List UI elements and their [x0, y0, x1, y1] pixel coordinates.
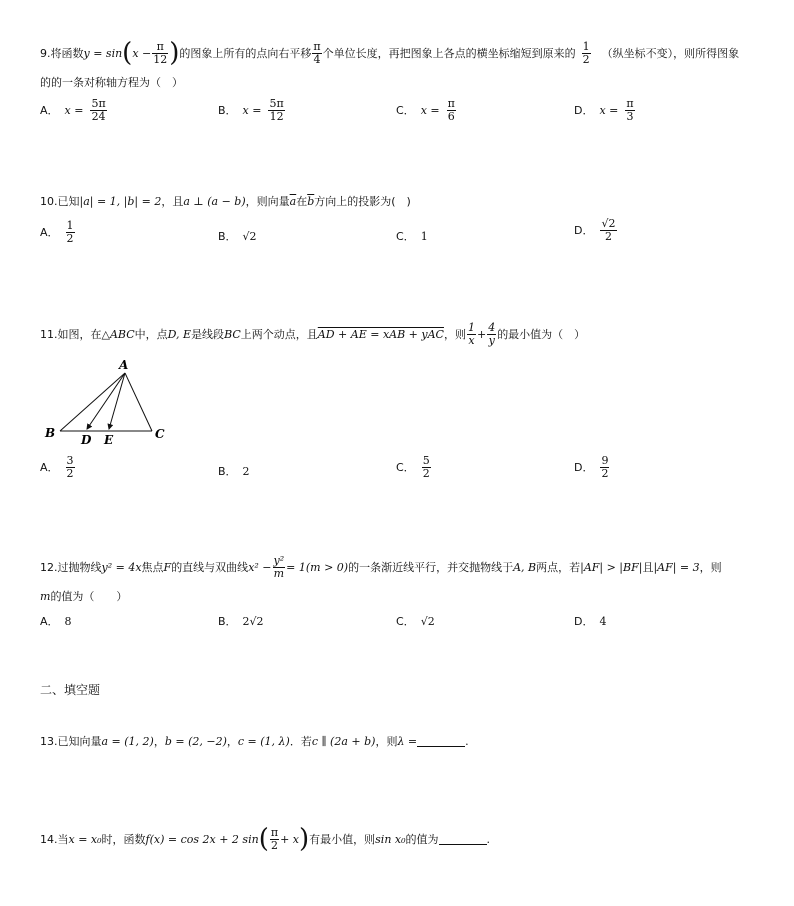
q9-option-a[interactable]	[40, 98, 108, 122]
frac-num: 3	[66, 454, 74, 467]
q12-m: m	[40, 590, 51, 603]
q10-option-c[interactable]	[396, 228, 428, 244]
q9-frac-shift	[312, 41, 321, 65]
q12-parabola: y² = 4x	[101, 560, 142, 574]
q11-plus: +	[476, 327, 487, 341]
frac-den: 12	[269, 109, 284, 123]
q12-option-a[interactable]	[40, 613, 72, 629]
q14-paren-right: )	[299, 824, 310, 854]
q13-line	[40, 736, 469, 747]
frac-num: 5π	[91, 97, 106, 110]
q9-frac-num: π	[152, 41, 168, 54]
frac-den: 3	[626, 109, 634, 123]
frac-num: 1	[467, 321, 475, 334]
q12-focus: F	[163, 560, 172, 574]
option-value: √2	[242, 229, 257, 243]
label-d: D	[81, 433, 92, 447]
q11-triangle: △ABC	[101, 327, 135, 341]
q9-text-3: 个单位长度，再把图象上各点的横坐标缩短到原来的	[322, 46, 576, 60]
q10-cond-1: |a| = 1, |b| = 2	[79, 195, 162, 208]
frac-num: π	[626, 97, 634, 110]
option-frac	[66, 220, 75, 244]
q9-paren-left: (	[122, 38, 133, 68]
q12-text-1: 过抛物线	[57, 560, 102, 574]
q14-period: .	[486, 832, 491, 846]
option-value: 4	[599, 614, 607, 628]
option-value: 2	[242, 464, 250, 478]
q14-frac-pi2	[270, 827, 279, 851]
q11-number: 11.	[40, 327, 58, 341]
frac-num: 4	[488, 321, 496, 334]
q9-inner-x: x −	[132, 46, 152, 60]
q14-function: f(x) = cos 2x + 2 sin	[145, 832, 259, 846]
frac-den: 2	[601, 466, 609, 480]
option-lhs: x =	[420, 103, 440, 117]
frac-den: y	[488, 333, 495, 347]
option-label: D．	[574, 224, 594, 238]
q14-inner-plus: + x	[280, 832, 299, 846]
option-label: B．	[218, 615, 237, 628]
option-label: D．	[574, 461, 594, 475]
frac-den: x	[468, 333, 475, 347]
option-frac	[422, 455, 431, 479]
q10-cond-2: a ⊥ (a − b)	[183, 195, 246, 208]
vector-ad	[87, 373, 125, 429]
label-c: C	[155, 427, 165, 441]
option-label: A．	[40, 615, 59, 628]
q12-option-b[interactable]	[218, 613, 264, 629]
q9-half-den: 2	[582, 52, 590, 66]
segment-ab	[60, 373, 125, 431]
q9-frac-den: 12	[153, 52, 168, 66]
vector-ae	[109, 373, 125, 429]
q9-frac-half	[582, 41, 591, 65]
q10-line1	[40, 196, 411, 207]
q12-condition-1: |AF| > |BF|	[580, 560, 643, 574]
option-label: C．	[396, 461, 415, 475]
q9-line2: 的的一条对称轴方程为（ ）	[40, 76, 183, 89]
q13-comma-2: ，	[226, 735, 238, 748]
q12-option-c[interactable]	[396, 613, 435, 629]
option-frac	[66, 455, 75, 479]
option-lhs: x =	[599, 103, 619, 117]
option-value: 2√2	[242, 614, 264, 628]
q12-hyperbola-b: = 1(m > 0)	[286, 560, 349, 574]
q10-text-4: 在	[296, 195, 308, 208]
q13-vector-b: b = (2, −2)	[164, 735, 227, 748]
q13-period: .	[465, 735, 469, 748]
q10-text-2: ，且	[161, 195, 184, 208]
q10-option-b[interactable]	[218, 228, 257, 244]
q11-option-c[interactable]	[396, 455, 432, 479]
q9-shift-num: π	[313, 39, 321, 53]
q11-line1	[40, 322, 585, 346]
label-e: E	[104, 433, 114, 447]
q12-line1	[40, 555, 722, 579]
q10-text-5: 方向上的投影为( )	[314, 195, 411, 208]
option-value: 1	[420, 229, 428, 243]
q14-text-1: 当	[57, 832, 69, 846]
option-label: A．	[40, 104, 59, 118]
option-frac	[447, 98, 456, 122]
option-frac	[600, 218, 616, 242]
q11-text-1: 如图，在	[57, 327, 102, 341]
q12-points: A, B	[513, 560, 537, 574]
q13-vector-c: c = (1, λ)	[237, 735, 290, 748]
option-label: B．	[218, 104, 237, 118]
q11-frac-4y	[487, 322, 496, 346]
q12-text-4: 的一条渐近线平行，并交抛物线于	[348, 560, 514, 574]
option-label: B．	[218, 465, 237, 478]
frac-den: 24	[91, 109, 106, 123]
q12-line2	[40, 591, 127, 602]
q9-option-c[interactable]	[396, 98, 457, 122]
q9-option-d[interactable]	[574, 98, 636, 122]
option-label: A．	[40, 461, 59, 475]
q12-hyperbola-frac	[273, 555, 286, 579]
frac-den: 2	[604, 229, 612, 243]
q9-func: y = sin	[83, 46, 123, 60]
q14-text-4: 的值为	[405, 832, 439, 846]
q9-text-4: （纵坐标不变），则所得图象	[601, 46, 740, 60]
option-value: √2	[420, 614, 435, 628]
q12-number: 12.	[40, 560, 58, 574]
option-frac	[268, 98, 284, 122]
q13-text-3: ，则	[375, 735, 398, 748]
option-label: C．	[396, 230, 415, 243]
q13-number: 13.	[40, 735, 58, 748]
q9-shift-den: 4	[313, 52, 321, 66]
q14-x-condition: x = x₀	[68, 832, 102, 846]
q13-vector-a: a = (1, 2)	[101, 735, 154, 748]
segment-ac	[125, 373, 152, 431]
q13-text-2: ．若	[289, 735, 312, 748]
q9-frac-pi12	[152, 41, 168, 65]
frac-den: 2	[66, 466, 74, 480]
q12-text-3: 的直线与双曲线	[171, 560, 249, 574]
q13-text-1: 已知向量	[57, 735, 102, 748]
frac-num: π	[270, 825, 279, 839]
q9-option-b[interactable]	[218, 98, 286, 122]
frac-den: 2	[66, 231, 74, 245]
q9-text-1: 将函数	[50, 46, 84, 60]
q10-text-3: ，则向量	[245, 195, 290, 208]
q10-vector-a: $\overline{a}$	[289, 195, 297, 208]
q14-number: 14.	[40, 832, 58, 846]
q12-text-7: ，则	[699, 560, 722, 574]
q9-number: 9.	[40, 46, 51, 60]
option-frac	[625, 98, 634, 122]
q11-segment: BC	[224, 327, 241, 341]
q10-option-d[interactable]	[574, 218, 618, 242]
q12-option-d[interactable]	[574, 613, 606, 629]
q14-text-2: 时，函数	[101, 832, 146, 846]
q13-condition: c ∥ (2a + b)	[311, 735, 376, 748]
q14-text-3: 有最小值，则	[309, 832, 376, 846]
option-label: C．	[396, 104, 415, 118]
option-label: C．	[396, 615, 415, 628]
frac-num: 5π	[269, 97, 284, 110]
q12-line2-text: 的值为（ ）	[50, 590, 128, 603]
q11-text-2: 中，点	[134, 327, 168, 341]
frac-num: √2	[601, 217, 616, 230]
q11-frac-1x	[467, 322, 476, 346]
option-lhs: x =	[64, 103, 84, 117]
frac-num: 5	[422, 454, 430, 467]
q13-answer-blank[interactable]	[417, 736, 465, 747]
q13-lambda: λ =	[397, 735, 418, 748]
q11-option-a[interactable]	[40, 455, 76, 479]
label-a: A	[119, 358, 129, 372]
option-lhs: x =	[242, 103, 262, 117]
q9-text-2: 的图象上所有的点向右平移	[179, 46, 312, 60]
option-value: 8	[64, 614, 72, 628]
q14-sinx0: sin x₀	[375, 832, 406, 846]
option-label: B．	[218, 230, 237, 243]
q14-answer-blank[interactable]	[439, 834, 487, 845]
q14-line	[40, 826, 490, 852]
q11-option-b[interactable]	[218, 463, 250, 479]
frac-den: 2	[422, 466, 430, 480]
q9-paren-right: )	[169, 38, 180, 68]
q10-number: 10.	[40, 195, 58, 208]
q11-option-d[interactable]	[574, 455, 610, 479]
q10-vector-b: $\overline{b}$	[307, 195, 315, 208]
section-heading-fill-in: 二、填空题	[40, 683, 101, 697]
q12-text-2: 焦点	[141, 560, 164, 574]
q11-text-6: 的最小值为（ ）	[497, 327, 586, 341]
frac-den: 6	[447, 109, 455, 123]
q11-points: D, E	[167, 327, 192, 341]
q14-paren-left: (	[258, 824, 269, 854]
option-frac	[90, 98, 106, 122]
q10-text-1: 已知	[57, 195, 80, 208]
label-b: B	[45, 426, 56, 440]
frac-num: 1	[66, 219, 74, 232]
q12-condition-2: |AF| = 3	[653, 560, 700, 574]
option-label: A．	[40, 226, 59, 240]
frac-den: m	[273, 566, 285, 580]
q10-option-a[interactable]	[40, 220, 76, 244]
q13-comma-1: ，	[153, 735, 165, 748]
option-label: D．	[574, 615, 594, 628]
q9-line1	[40, 40, 739, 66]
q11-vector-equation: AD + AE = xAB + yAC	[317, 327, 444, 341]
q12-hyperbola-a: x² −	[248, 560, 272, 574]
q11-text-4: 上两个动点，且	[240, 327, 318, 341]
option-label: D．	[574, 104, 594, 118]
q9-half-num: 1	[582, 39, 590, 53]
option-frac	[600, 455, 609, 479]
frac-num: π	[447, 97, 455, 110]
q11-text-3: 是线段	[191, 327, 225, 341]
q12-text-6: 且	[642, 560, 654, 574]
q12-text-5: 两点，若	[536, 560, 581, 574]
q11-triangle-figure	[40, 358, 180, 448]
q11-text-5: ，则	[443, 327, 466, 341]
frac-num: 9	[601, 454, 609, 467]
frac-den: 2	[270, 838, 278, 852]
frac-num: y²	[273, 554, 285, 567]
